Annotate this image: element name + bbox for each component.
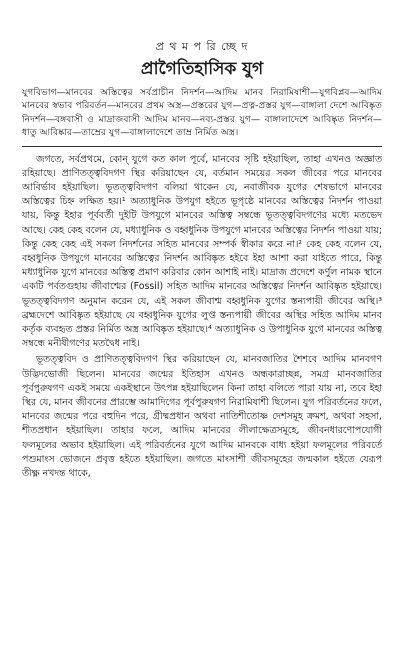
chapter-title: প্রাগৈতিহাসিক যুগ xyxy=(140,59,264,79)
chapter-summary: যুগবিভাগ—মানবের অস্তিত্বের সর্বপ্রাচীন নিদর্শন—আদিম মানব নিরামিষাশী—যুগবিপ্লব—আদিম মানবের স্বভাব পরিবর্তন—মানবের প্রথম অস্ত্র—প্রস্তরের যুগ—প্রত্ন-প্রস্তর যুগ—বাঙ্গালা দেশে আবিষ্কৃত নিদর্শন—বঙ্গবাসী ও মাদ্রাজবাসী আদিম মানব—নব্য-প্রস্তর যুগ— বাঙ্গালাদেশে আবিষ্কৃত নিদর্শন—ধাতু আবিষ্কার—তাম্রের যুগ—বাঙ্গালাদেশে তাম্র নির্মিত অস্ত্র। xyxy=(22,86,382,147)
body-paragraph-1: জগতে, সর্বপ্রথমে, কোন্ যুগে কত কাল পূর্বে, মানবের সৃষ্টি হইয়াছিল, তাহা এখনও অজ্ঞাত রহিয়াছে। প্রাণিতত্ত্ববিদগণ স্থির করিয়াছেন যে, বর্তমান সময়ের সকল জীবের পরে মানবের আবির্ভাব হইয়াছিল। ভূতত্ত্ববিদগণ বলিয়া থাকেন যে, নবাজীবক যুগের শেষভাগে মানবের অস্তিত্বের চিহ্ন লক্ষিত হয়।¹ অত্যাধুনিক উপযুগ হইতে ভূপৃষ্ঠে মানবের অস্তিত্বের নিদর্শন পাওয়া যায়, কিন্তু ইহার পূর্ববর্তী দুইটি উপযুগে মানবের অস্তিত্ব সম্বন্ধে ভূতত্ত্ববিদগণের মধ্যে মতভেদ আছে। কেহ কেহ বলেন যে, মধ্যাধুনিক ও বহ্বধুনিক উপযুগে মানবের অস্তিত্বের নিদর্শন পাওয়া যায়; কিন্তু কেহ কেহ এই সকল নিদর্শনের সহিত মানবের সম্পর্ক স্বীকার করে না।² কেহ কেহ বলেন যে, বহ্বধুনিক উপযুগে মানবের অস্তিত্বের নিদর্শন আবিষ্কৃত হইবে ইহা আশা করা যাইতে পারে, কিন্তু মধ্যাধুনিক যুগে মানবের অস্তিত্ব প্রমাণ করিবার কোন আশাই নাই। মাদ্রাজ প্রদেশে কর্ণুল নামক স্থানে একটি পর্বতগুহায় জীবাশ্মের (Fossil) সহিত আদিম মানবের অস্তিত্বের নিদর্শন আবিষ্কৃত হইয়াছে। ভূতত্ত্ববিদগণ অনুমান করেন যে, এই সকল জীবাশ্ম বহ্বধুনিক যুগের স্তন্যপায়ী জীবের অস্থি।³ ব্রহ্মদেশে আবিষ্কৃত হইয়াছে যে বহ্বধুনিক যুগের লুপ্ত স্তন্যপায়ী জীবের অস্থির সহিত আদিম মানব কর্তৃক ব্যবহৃত প্রস্তর নির্মিত অস্ত্র আবিষ্কৃত হইয়াছে।⁴ অত্যাধুনিক ও উপাধুনিক যুগে মানবের অস্তিত্ব সম্বন্ধে মনীষীগণের মতদ্বৈধ নাই। xyxy=(22,153,382,350)
book-page xyxy=(22,40,382,645)
body-paragraph-2: ভূতত্ত্ববিদ ও প্রাণিতত্ত্ববিদগণ স্থির করিয়াছেন যে, মানবজাতির শৈশবে আদিম মানবগণ উদ্ভিদভোজী ছিলেন। মানবের জন্মের ইতিহাস এখনও অন্ধকারাচ্ছন্ন, সমগ্র মানবজাতির পূর্বপুরুষগণ একই সময়ে একইস্থানে উৎপন্ন হইয়াছিলেন কিনা তাহা বলিতে পারা যায় না, তবে ইহা স্থির যে, মানব জীবনের প্রারম্ভে আমাদিগের পূর্বপুরুষগণ নিরামিষাশী ছিলেন। যুগ পরিবর্তনের ফলে, মানবের জন্মের পরে বহুদিন পরে, গ্রীষ্মপ্রধান অথবা নাতিশীতোষ্ণ দেশসমূহ ক্রমশ, অথবা সহসা, শীতপ্রধান হইয়াছিল। তাহার ফলে, আদিম মানবের লীলাক্ষেত্রসমূহে, জীবনধারণোপযোগী ফলমূলের অভাব হইয়াছিল। এই পরিবর্তনের যুগে আদিম মানবকে বাধ্য হইয়া ফলমূলের পরিবর্তে পশুমাংস ভোজনে প্রবৃত্ত হইতে হইয়াছিল। জগতে মাংসাশী জীবসমূহের জন্মকাল হইতে যেরূপ তীক্ষ্ণ নখদন্ত থাকে, xyxy=(22,354,382,480)
chapter-label: প্র থ ম প রি চ্ছে দ xyxy=(155,40,249,53)
